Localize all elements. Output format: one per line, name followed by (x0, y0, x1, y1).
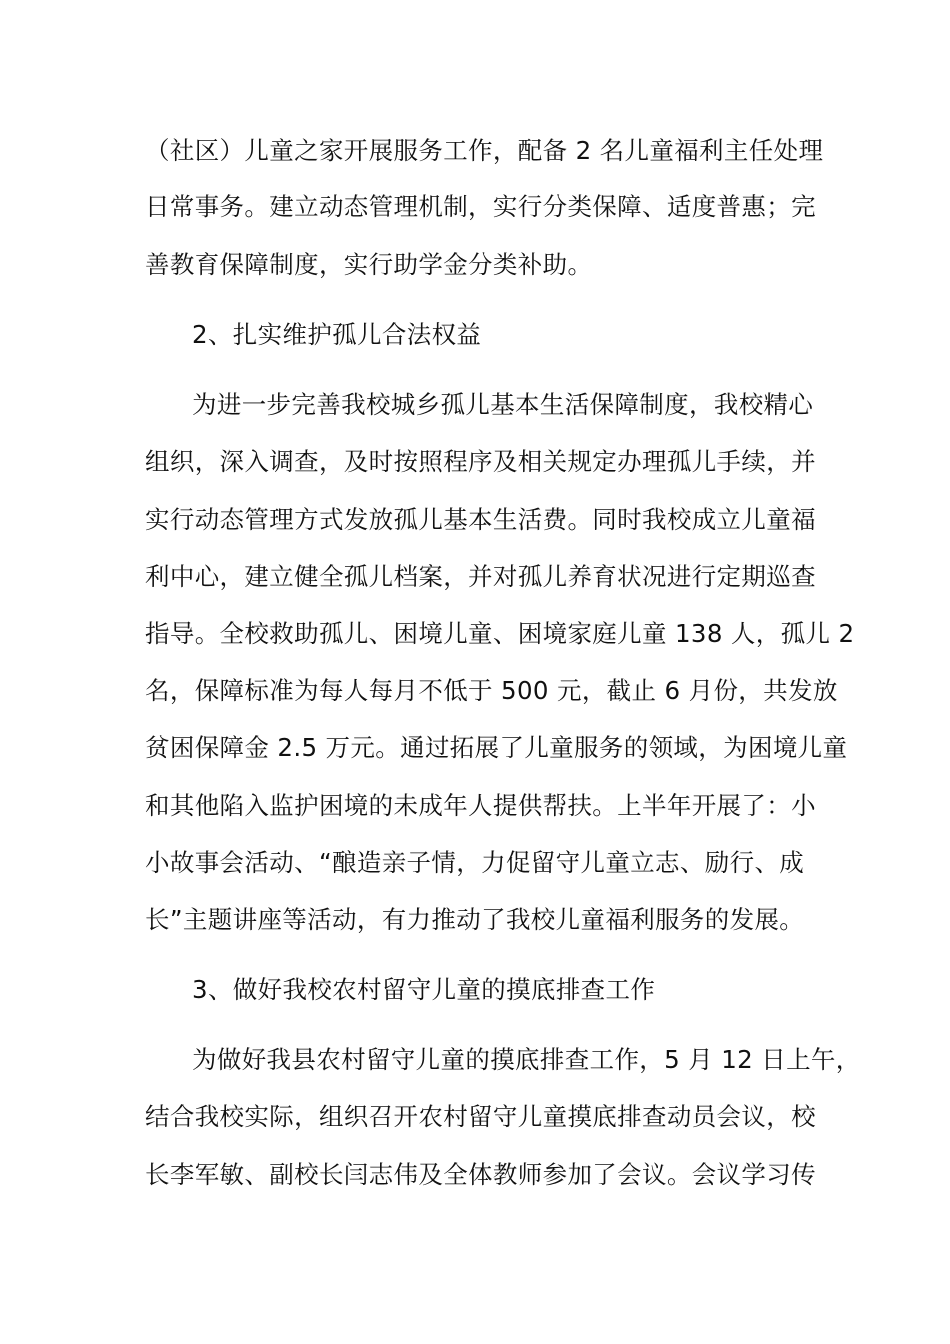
body-text-line: 长李军敏、副校长闫志伟及全体教师参加了会议。会议学习传 (145, 1160, 816, 1189)
body-text-line: 贫困保障金 2.5 万元。通过拓展了儿童服务的领域，为困境儿童 (145, 733, 848, 762)
body-text-line: 和其他陷入监护困境的未成年人提供帮扶。上半年开展了：小 (145, 791, 816, 820)
body-text-line: 日常事务。建立动态管理机制，实行分类保障、适度普惠；完 (145, 192, 816, 221)
body-text-line: 指导。全校救助孤儿、困境儿童、困境家庭儿童 138 人，孤儿 2 (145, 619, 855, 648)
section-heading-3: 3、做好我校农村留守儿童的摸底排查工作 (192, 975, 656, 1004)
body-text-line: 为进一步完善我校城乡孤儿基本生活保障制度，我校精心 (192, 390, 814, 419)
body-text-line: 善教育保障制度，实行助学金分类补助。 (145, 250, 593, 279)
body-text-line: 利中心，建立健全孤儿档案，并对孤儿养育状况进行定期巡查 (145, 562, 816, 591)
body-text-line: 实行动态管理方式发放孤儿基本生活费。同时我校成立儿童福 (145, 505, 816, 534)
body-text-line: 小故事会活动、“酿造亲子情，力促留守儿童立志、励行、成 (145, 848, 805, 877)
body-text-line: 为做好我县农村留守儿童的摸底排查工作，5 月 12 日上午， (192, 1045, 861, 1074)
body-text-line: 结合我校实际，组织召开农村留守儿童摸底排查动员会议，校 (145, 1102, 816, 1131)
section-heading-2: 2、扎实维护孤儿合法权益 (192, 320, 482, 349)
body-text-line: 组织，深入调查，及时按照程序及相关规定办理孤儿手续，并 (145, 447, 816, 476)
body-text-line: 名，保障标准为每人每月不低于 500 元，截止 6 月份，共发放 (145, 676, 838, 705)
body-text-line: （社区）儿童之家开展服务工作，配备 2 名儿童福利主任处理 (145, 136, 824, 165)
body-text-line: 长”主题讲座等活动，有力推动了我校儿童福利服务的发展。 (145, 905, 805, 934)
